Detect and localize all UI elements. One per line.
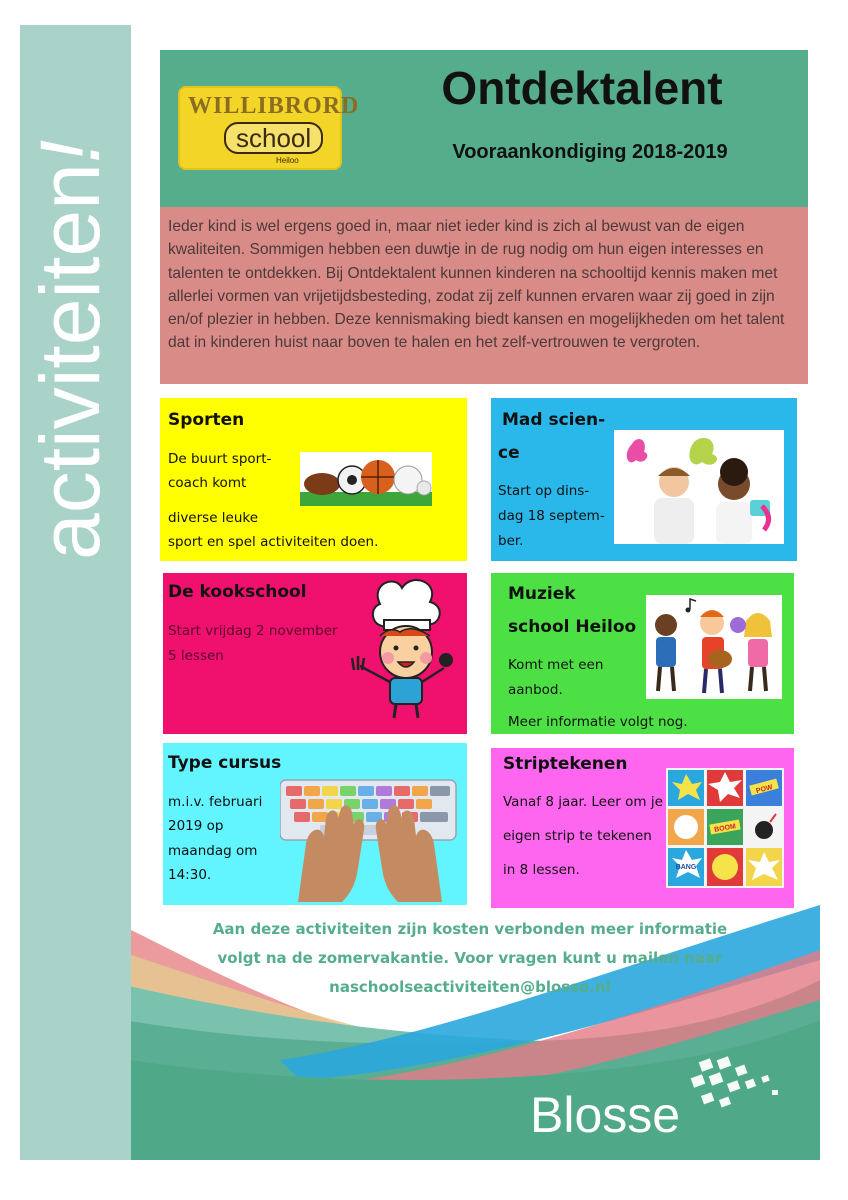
card-type-line3: maandag om xyxy=(168,843,258,859)
card-type-line1: m.i.v. februari xyxy=(168,794,263,810)
card-muziek-line3: Meer informatie volgt nog. xyxy=(508,714,688,730)
card-type-title: Type cursus xyxy=(168,753,282,773)
blosse-logo-text: Blosse xyxy=(530,1087,681,1143)
card-strip-line2: eigen strip te tekenen xyxy=(503,828,652,844)
footer-note xyxy=(160,915,780,1002)
card-madscience-title2: ce xyxy=(498,443,520,463)
school-logo xyxy=(178,86,360,170)
sidebar-word: activiteiten xyxy=(23,163,117,560)
card-kookschool-title: De kookschool xyxy=(168,582,307,602)
card-sporten-line2: coach komt xyxy=(168,475,247,491)
card-sporten-title: Sporten xyxy=(168,410,245,430)
card-madscience-line1: Start op dins- xyxy=(498,483,590,499)
card-sporten-line4: sport en spel activiteiten doen. xyxy=(168,534,379,550)
music-kids-image xyxy=(646,595,782,699)
comic-word-boom: BOOM xyxy=(713,823,737,834)
card-strip-title: Striptekenen xyxy=(503,754,628,774)
sports-balls-image xyxy=(300,452,432,506)
card-muziek-line1: Komt met een xyxy=(508,657,604,673)
footer-line1: Aan deze activiteiten zijn kosten verbonden meer informatie xyxy=(212,920,728,938)
card-sporten-line1: De buurt sport- xyxy=(168,451,272,467)
card-type-line2: 2019 op xyxy=(168,818,224,834)
card-strip-line1: Vanaf 8 jaar. Leer om je xyxy=(503,794,663,810)
card-muziek-title2: school Heiloo xyxy=(508,617,637,637)
mad-science-kids-image xyxy=(614,430,784,544)
intro-box xyxy=(160,207,808,384)
keyboard-hands-image xyxy=(280,778,460,902)
card-muziek-title1: Muziek xyxy=(508,584,576,604)
sidebar-exclamation: ! xyxy=(23,139,117,164)
card-muziek-line2: aanbod. xyxy=(508,682,563,698)
logo-text-bottom: Heiloo xyxy=(276,156,299,165)
intro-text: Ieder kind is wel ergens goed in, maar niet ieder kind is zich al bewust van de eigen kwaliteiten. Sommigen hebben een duwtje in de rug nodig om hun eigen interesses en talenten te ontdekken. Bij Ontdektalent kunnen kinderen na schooltijd kennis maken met allerlei vormen van vrijetijdsbesteding, zodat zij zelf kunnen ervaren waar zij goed in zijn en/of plezier in hebben. Deze kennismaking biedt kansen en mogelijkheden om het talent dat in kinderen huist naar boven te halen en het zelf-vertrouwen te vergroten. xyxy=(168,218,785,352)
logo-text-top: WILLIBRORD xyxy=(188,93,360,119)
comic-panels-image xyxy=(666,768,784,888)
comic-word-bang: BANG xyxy=(675,864,697,871)
card-kookschool-line2: 5 lessen xyxy=(168,648,224,664)
chef-kid-illustration xyxy=(340,574,460,720)
page-title: Ontdektalent xyxy=(441,62,723,114)
card-type-line4: 14:30. xyxy=(168,867,212,883)
card-kookschool-line1: Start vrijdag 2 november xyxy=(168,623,338,639)
footer-line2: volgt na de zomervakantie. Voor vragen kunt u mailen naar xyxy=(217,949,723,967)
comic-word-pow: POW xyxy=(755,783,774,795)
card-sporten-line3: diverse leuke xyxy=(168,510,259,526)
card-madscience-title1: Mad scien- xyxy=(502,410,606,430)
logo-text-mid: school xyxy=(224,122,323,154)
card-strip-line3: in 8 lessen. xyxy=(503,862,580,878)
page-subtitle: Vooraankondiging 2018-2019 xyxy=(452,141,728,163)
card-madscience-line2: dag 18 septem- xyxy=(498,508,605,524)
card-madscience-line3: ber. xyxy=(498,533,524,549)
footer-email[interactable]: naschoolseactiviteiten@blosse.nl xyxy=(329,978,611,996)
sidebar-vertical-title xyxy=(22,40,118,560)
